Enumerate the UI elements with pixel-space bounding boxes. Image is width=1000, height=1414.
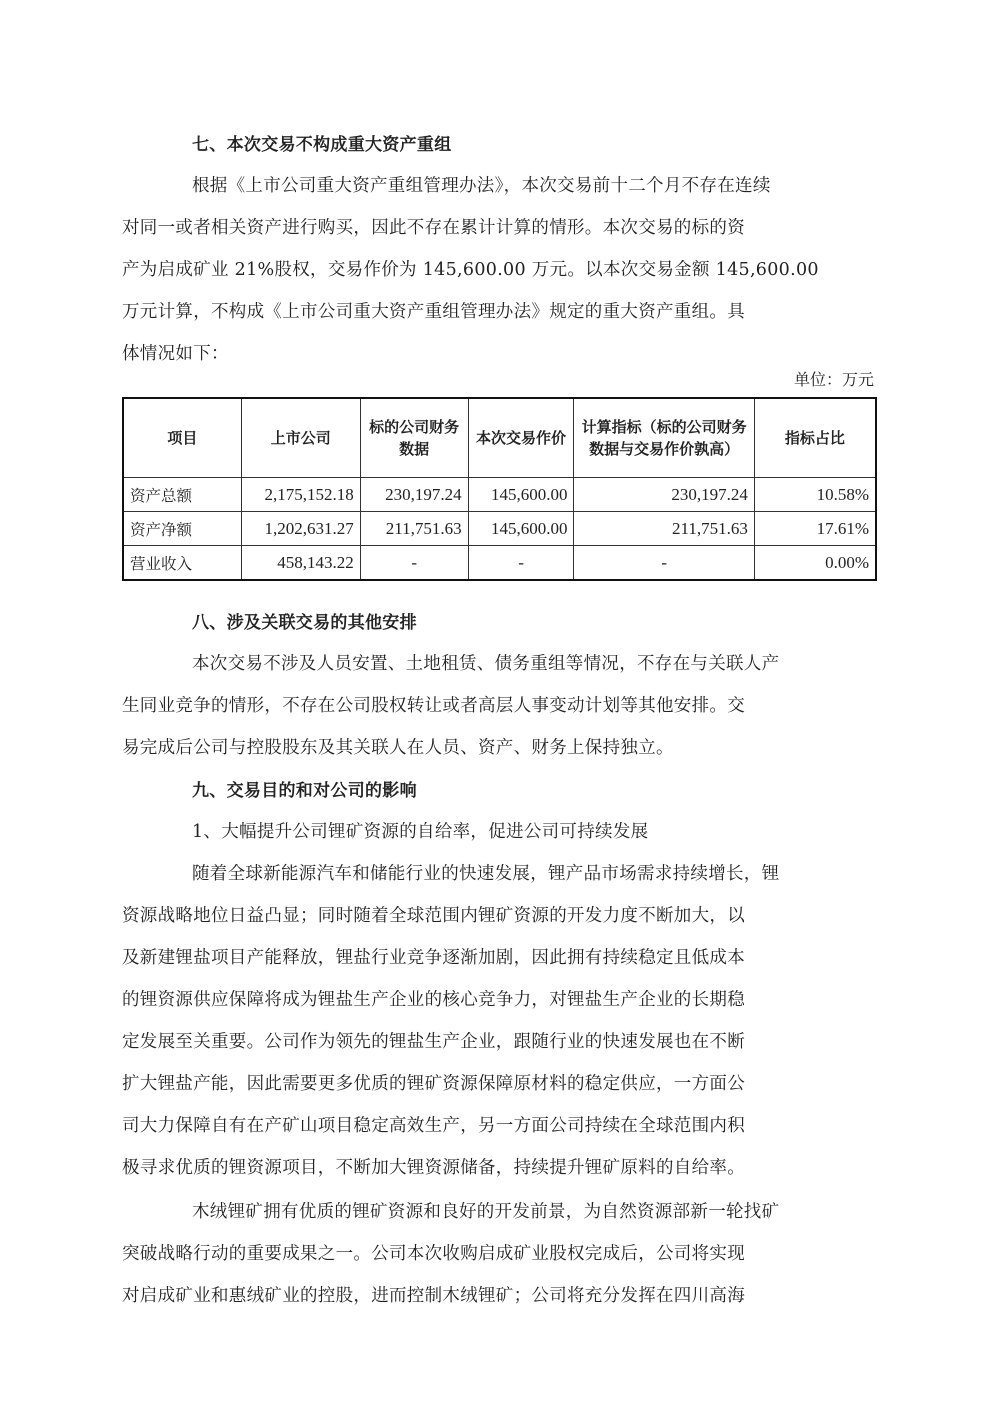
paragraph-line: 本次交易不涉及人员安置、土地租赁、债务重组等情况，不存在与关联人产 (192, 654, 780, 674)
table-cell: 458,143.22 (241, 546, 360, 581)
table-cell: 17.61% (754, 512, 876, 546)
table-cell: 211,751.63 (574, 512, 754, 546)
table-cell: 211,751.63 (360, 512, 468, 546)
table-cell: 0.00% (754, 546, 876, 581)
header-cell: 指标占比 (754, 398, 876, 478)
row-label: 资产总额 (123, 478, 241, 512)
row-label: 营业收入 (123, 546, 241, 581)
unit-label: 单位：万元 (793, 370, 874, 389)
paragraph-line: 体情况如下： (122, 344, 229, 364)
table-cell: - (468, 546, 574, 581)
table-row (123, 478, 876, 512)
paragraph-line: 生同业竞争的情形，不存在公司股权转让或者高层人事变动计划等其他安排。交 (122, 696, 745, 716)
paragraph-line: 易完成后公司与控股股东及其关联人在人员、资产、财务上保持独立。 (122, 738, 674, 758)
header-cell: 项目 (123, 398, 241, 478)
paragraph-line: 极寻求优质的锂资源项目，不断加大锂资源储备，持续提升锂矿原料的自给率。 (122, 1158, 745, 1178)
header-cell: 标的公司财务数据 (360, 398, 468, 478)
table-cell: - (574, 546, 754, 581)
paragraph-line: 对同一或者相关资产进行购买，因此不存在累计计算的情形。本次交易的标的资 (122, 218, 745, 238)
section-8-heading: 八、涉及关联交易的其他安排 (192, 613, 417, 633)
subheading: 1、大幅提升公司锂矿资源的自给率，促进公司可持续发展 (192, 822, 649, 842)
table-row (123, 546, 876, 581)
comparison-table (122, 397, 877, 581)
table-row (123, 512, 876, 546)
header-cell: 上市公司 (241, 398, 360, 478)
paragraph-line: 定发展至关重要。公司作为领先的锂盐生产企业，跟随行业的快速发展也在不断 (122, 1032, 745, 1052)
section-9-heading: 九、交易目的和对公司的影响 (192, 781, 417, 801)
paragraph-line: 资源战略地位日益凸显；同时随着全球范围内锂矿资源的开发力度不断加大，以 (122, 906, 745, 926)
paragraph-line: 对启成矿业和惠绒矿业的控股，进而控制木绒锂矿；公司将充分发挥在四川高海 (122, 1286, 745, 1306)
table-cell: - (360, 546, 468, 581)
table-cell: 230,197.24 (360, 478, 468, 512)
section-7-heading: 七、本次交易不构成重大资产重组 (192, 135, 452, 155)
paragraph-line: 扩大锂盐产能，因此需要更多优质的锂矿资源保障原材料的稳定供应，一方面公 (122, 1074, 745, 1094)
table-header-row (123, 398, 876, 478)
header-cell: 计算指标（标的公司财务数据与交易作价孰高） (574, 398, 754, 478)
table-cell: 1,202,631.27 (241, 512, 360, 546)
paragraph-line: 及新建锂盐项目产能释放，锂盐行业竞争逐渐加剧，因此拥有持续稳定且低成本 (122, 948, 745, 968)
table-cell: 10.58% (754, 478, 876, 512)
paragraph-line: 司大力保障自有在产矿山项目稳定高效生产，另一方面公司持续在全球范围内积 (122, 1116, 745, 1136)
table-cell: 145,600.00 (468, 512, 574, 546)
paragraph-line: 根据《上市公司重大资产重组管理办法》，本次交易前十二个月不存在连续 (192, 176, 771, 196)
paragraph-line: 产为启成矿业 21%股权，交易作价为 145,600.00 万元。以本次交易金额 145,600.00 (122, 260, 819, 280)
table-cell: 230,197.24 (574, 478, 754, 512)
paragraph-line: 万元计算，不构成《上市公司重大资产重组管理办法》规定的重大资产重组。具 (122, 302, 745, 322)
paragraph-line: 的锂资源供应保障将成为锂盐生产企业的核心竞争力，对锂盐生产企业的长期稳 (122, 990, 745, 1010)
paragraph-line: 突破战略行动的重要成果之一。公司本次收购启成矿业股权完成后，公司将实现 (122, 1244, 745, 1264)
row-label: 资产净额 (123, 512, 241, 546)
header-cell: 本次交易作价 (468, 398, 574, 478)
table-cell: 145,600.00 (468, 478, 574, 512)
paragraph-line: 木绒锂矿拥有优质的锂矿资源和良好的开发前景，为自然资源部新一轮找矿 (192, 1202, 780, 1222)
paragraph-line: 随着全球新能源汽车和储能行业的快速发展，锂产品市场需求持续增长，锂 (192, 864, 780, 884)
table-cell: 2,175,152.18 (241, 478, 360, 512)
